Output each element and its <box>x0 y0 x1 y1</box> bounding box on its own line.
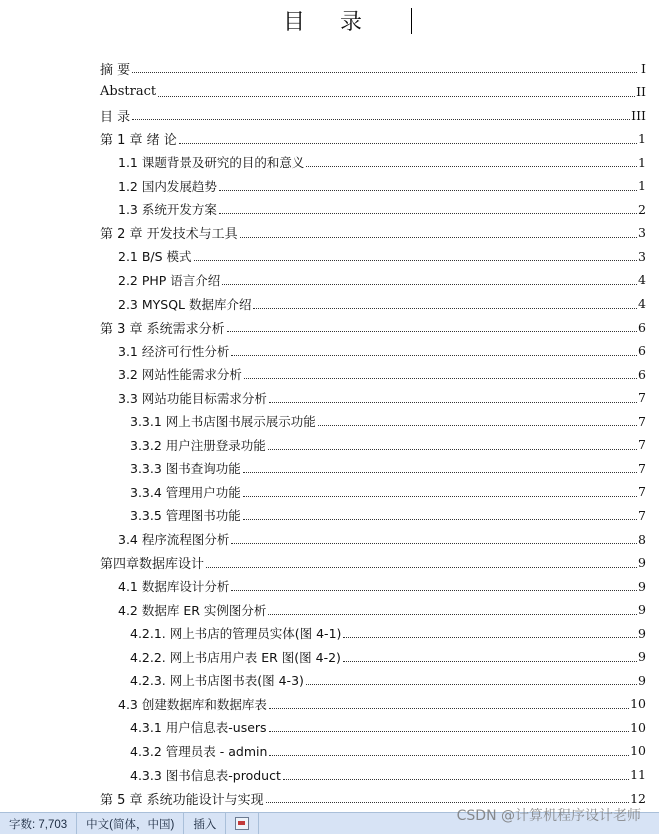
toc-entry-label: 第 3 章 系统需求分析 <box>100 321 225 337</box>
toc-leader-dots <box>306 165 637 167</box>
toc-entry-page: 9 <box>638 602 646 618</box>
toc-leader-dots <box>222 283 637 285</box>
toc-leader-dots <box>132 118 630 120</box>
toc-leader-dots <box>283 778 629 780</box>
word-count[interactable]: 字数: 7,703 <box>0 813 77 834</box>
watermark: CSDN @计算机程序设计老师 <box>456 808 641 824</box>
toc-leader-dots <box>231 589 637 591</box>
toc-leader-dots <box>158 95 635 97</box>
toc-entry[interactable] <box>118 599 646 621</box>
toc-entry[interactable] <box>130 740 646 762</box>
toc-leader-dots <box>269 754 629 756</box>
toc-entry-label: 第四章数据库设计 <box>100 557 205 573</box>
toc-entry-page: 3 <box>638 225 646 241</box>
toc-entry[interactable] <box>118 528 646 550</box>
toc-entry-page: 7 <box>638 507 646 523</box>
toc-leader-dots <box>269 401 637 403</box>
toc-entry-page: III <box>631 107 646 123</box>
toc-leader-dots <box>269 707 629 709</box>
toc-entry-label: 1.1 课题背景及研究的目的和意义 <box>118 155 305 171</box>
toc-entry-page: 7 <box>638 437 646 453</box>
toc-entry-label: 4.2.1. 网上书店的管理员实体(图 4-1) <box>130 626 342 642</box>
toc-leader-dots <box>231 354 637 356</box>
toc-leader-dots <box>266 801 629 803</box>
toc-entry[interactable] <box>118 198 646 220</box>
toc-entry-page: 1 <box>638 178 646 194</box>
toc-entry[interactable] <box>130 410 646 432</box>
toc-leader-dots <box>244 377 637 379</box>
toc-entry-label: 3.3.3 图书查询功能 <box>130 461 241 477</box>
toc-entry[interactable] <box>100 128 646 150</box>
toc-entry-label: 摘 要 <box>100 62 131 78</box>
toc-entry-page: 9 <box>638 672 646 688</box>
toc-entry-label: 2.1 B/S 模式 <box>118 249 192 265</box>
toc-entry[interactable] <box>130 622 646 644</box>
toc-entry-label: 4.2 数据库 ER 实例图分析 <box>118 602 267 618</box>
insert-mode-indicator[interactable]: 插入 <box>184 813 226 834</box>
toc-entry-page: 6 <box>638 319 646 335</box>
toc-entry[interactable] <box>118 693 646 715</box>
toc-leader-dots <box>179 142 637 144</box>
toc-entry-label: 4.3.3 图书信息表-product <box>130 767 281 783</box>
toc-entry[interactable] <box>100 104 646 126</box>
toc-entry-page: II <box>636 84 646 100</box>
toc-entry[interactable] <box>100 81 646 103</box>
toc-entry-page: 7 <box>638 460 646 476</box>
language-indicator[interactable]: 中文(简体，中国) <box>77 813 184 834</box>
toc-entry-page: 4 <box>638 272 646 288</box>
toc-entry-label: 4.1 数据库设计分析 <box>118 579 230 595</box>
toc-entry-label: 第 2 章 开发技术与工具 <box>100 227 238 243</box>
toc-entry[interactable] <box>118 340 646 362</box>
toc-entry-page: 7 <box>638 413 646 429</box>
toc-entry-page: 11 <box>630 767 646 782</box>
toc-entry[interactable] <box>118 363 646 385</box>
toc-entry-page: 1 <box>638 154 646 170</box>
toc-entry-page: 10 <box>630 743 646 759</box>
toc-entry-label: 3.2 网站性能需求分析 <box>118 367 242 383</box>
toc-leader-dots <box>343 636 637 638</box>
toc-entry[interactable] <box>118 293 646 315</box>
toc-leader-dots <box>243 495 637 497</box>
toc-entry-label: 3.4 程序流程图分析 <box>118 532 230 547</box>
toc-entry-page: 3 <box>638 248 646 264</box>
toc-entry-page: 10 <box>630 719 646 735</box>
toc-leader-dots <box>227 330 637 332</box>
toc-leader-dots <box>306 683 637 685</box>
toc-entry[interactable] <box>118 387 646 409</box>
text-cursor <box>411 8 412 34</box>
toc-entry-page: 9 <box>638 555 646 571</box>
toc-entry-label: 3.3.1 网上书店图书展示展示功能 <box>130 414 316 430</box>
toc-entry-page: 12 <box>630 790 646 806</box>
toc-entry-page: 9 <box>638 625 646 641</box>
toc-leader-dots <box>219 212 637 214</box>
toc-entry[interactable] <box>100 57 646 79</box>
toc-entry[interactable] <box>130 669 646 691</box>
macro-record-icon <box>235 817 249 830</box>
toc-entry[interactable] <box>118 175 646 197</box>
toc-entry-page: 9 <box>638 578 646 594</box>
toc-leader-dots <box>231 542 637 544</box>
toc-entry[interactable] <box>130 504 646 526</box>
toc-leader-dots <box>206 566 637 568</box>
toc-leader-dots <box>243 518 637 520</box>
toc-leader-dots <box>268 613 637 615</box>
macro-record-button[interactable] <box>226 813 259 834</box>
page-title: 目 录 <box>283 10 376 35</box>
toc-entry-page: 10 <box>630 696 646 712</box>
toc-leader-dots <box>318 424 637 426</box>
toc-entry[interactable] <box>130 457 646 479</box>
toc-leader-dots <box>268 448 637 450</box>
toc-leader-dots <box>240 236 637 238</box>
toc-entry-page: 8 <box>638 531 646 547</box>
toc-entry-label: 1.2 国内发展趋势 <box>118 178 217 194</box>
toc-entry-page: 7 <box>638 484 646 500</box>
toc-entry-page: I <box>641 60 646 76</box>
toc-entry-label: 3.3.4 管理用户功能 <box>130 484 241 500</box>
toc-entry-label: 第 1 章 绪 论 <box>100 133 177 149</box>
toc-leader-dots <box>269 730 630 732</box>
toc-leader-dots <box>343 660 637 662</box>
toc-entry-label: 3.3 网站功能目标需求分析 <box>118 390 267 406</box>
toc-entry-label: 3.3.5 管理图书功能 <box>130 508 241 524</box>
toc-entry-label: 4.2.2. 网上书店用户表 ER 图(图 4-2) <box>130 649 341 665</box>
toc-entry-page: 6 <box>638 343 646 359</box>
toc-entry-label: 3.3.2 用户注册登录功能 <box>130 437 266 453</box>
toc-entry-label: 3.1 经济可行性分析 <box>118 343 230 359</box>
toc-entry-label: 4.3 创建数据库和数据库表 <box>118 696 267 712</box>
toc-entry-label: 目 录 <box>100 109 131 125</box>
toc-entry-label: 4.3.2 管理员表 - admin <box>130 743 268 759</box>
toc-leader-dots <box>219 189 637 191</box>
toc-entry-label: 2.3 MYSQL 数据库介绍 <box>118 296 252 312</box>
toc-leader-dots <box>132 71 637 73</box>
toc-entry-page: 9 <box>638 649 646 665</box>
toc-entry[interactable] <box>130 716 646 738</box>
toc-entry[interactable] <box>130 764 646 786</box>
toc-entry-page: 6 <box>638 366 646 382</box>
toc-entry[interactable] <box>118 151 646 173</box>
toc-leader-dots <box>194 259 637 261</box>
toc-entry[interactable] <box>130 646 646 668</box>
toc-entry-page: 7 <box>638 390 646 406</box>
toc-leader-dots <box>253 307 637 309</box>
toc-entry[interactable] <box>118 269 646 291</box>
toc-entry-page: 4 <box>638 296 646 311</box>
toc-entry[interactable] <box>100 552 646 574</box>
toc-entry-label: 第 5 章 系统功能设计与实现 <box>100 792 264 808</box>
toc-entry[interactable] <box>100 316 646 338</box>
toc-entry-label: 1.3 系统开发方案 <box>118 202 217 218</box>
toc-leader-dots <box>243 471 637 473</box>
toc-entry[interactable] <box>118 575 646 597</box>
toc-entry-label: 4.3.1 用户信息表-users <box>130 720 267 736</box>
toc-entry[interactable] <box>130 481 646 503</box>
toc-entry[interactable] <box>100 222 646 244</box>
toc-entry-label: 4.2.3. 网上书店图书表(图 4-3) <box>130 673 304 689</box>
toc-entry[interactable] <box>118 245 646 267</box>
toc-entry-page: 1 <box>638 131 646 147</box>
toc-entry-label: Abstract <box>100 84 157 100</box>
toc-entry-label: 2.2 PHP 语言介绍 <box>118 272 221 288</box>
toc-entry[interactable] <box>130 434 646 456</box>
toc-entry-page: 2 <box>638 201 646 217</box>
